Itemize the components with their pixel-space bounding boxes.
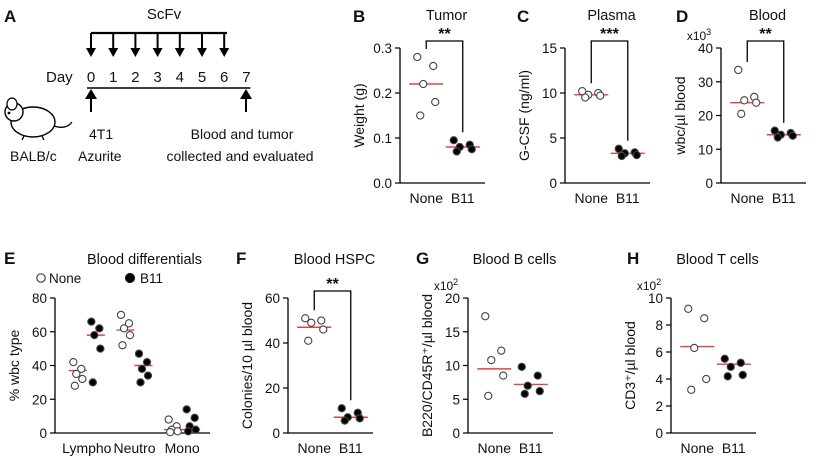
data-point <box>633 152 640 159</box>
y-tick-label: 60 <box>31 324 47 340</box>
endpoint-label-line2: collected and evaluated <box>166 148 314 164</box>
data-point <box>71 382 78 389</box>
dose-arrowhead <box>86 48 96 57</box>
data-point <box>450 137 457 144</box>
data-point <box>70 359 77 366</box>
panel-letter-a: A <box>4 7 17 26</box>
y-tick-label: 10 <box>444 358 460 374</box>
data-point <box>741 97 748 104</box>
y-multiplier-exponent: 3 <box>706 27 712 37</box>
data-point <box>685 305 692 312</box>
data-point <box>91 332 98 339</box>
y-tick-label: 40 <box>264 336 280 351</box>
dose-arrowhead <box>130 48 140 57</box>
data-point <box>73 370 80 377</box>
x-tick-label: None <box>297 440 331 456</box>
data-point <box>521 390 528 397</box>
endpoint-arrowhead <box>240 89 252 99</box>
y-tick-label: 15 <box>541 41 557 56</box>
data-point <box>96 325 103 332</box>
data-point <box>144 372 151 379</box>
y-axis-label: G-CSF (ng/ml) <box>516 70 532 161</box>
data-point <box>597 92 604 99</box>
data-point <box>724 373 731 380</box>
data-point <box>120 325 127 332</box>
data-point <box>135 350 142 357</box>
data-point <box>414 53 421 60</box>
data-point <box>308 319 315 326</box>
panel-h <box>622 249 759 456</box>
data-point <box>524 382 531 389</box>
data-point <box>430 62 437 69</box>
legend-label-none: None <box>49 271 82 286</box>
chart-title: Blood B cells <box>472 252 557 268</box>
data-point <box>417 112 424 119</box>
y-tick-label: 40 <box>31 358 47 374</box>
y-tick-label: 80 <box>31 291 47 306</box>
data-point <box>89 379 96 386</box>
data-point <box>137 379 144 386</box>
x-tick-label: B11 <box>338 440 363 456</box>
data-point <box>143 359 150 366</box>
data-point <box>735 66 742 73</box>
dose-arrowhead <box>108 48 118 57</box>
data-point <box>582 94 589 101</box>
y-multiplier-exponent: 2 <box>453 277 459 287</box>
y-tick-label: 8 <box>655 318 663 333</box>
data-point <box>721 355 728 362</box>
significance-stars: ** <box>759 26 772 43</box>
data-point <box>701 315 708 322</box>
y-tick-label: 0.3 <box>373 41 392 56</box>
data-point <box>534 372 541 379</box>
mouse-icon <box>5 98 72 140</box>
legend-label-b11: B11 <box>140 271 164 286</box>
y-tick-label: 2 <box>655 399 663 414</box>
treatment-label: ScFv <box>146 6 182 23</box>
chart-title: Blood HSPC <box>293 252 376 268</box>
y-tick-label: 20 <box>444 291 460 306</box>
data-point <box>320 326 327 333</box>
data-point <box>498 347 505 354</box>
data-point <box>167 429 174 436</box>
panel-letter: C <box>517 7 530 26</box>
day-label: Day <box>46 69 73 86</box>
y-tick-label: 30 <box>697 74 713 90</box>
data-point <box>117 311 124 318</box>
data-point <box>79 375 86 382</box>
data-point <box>138 365 145 372</box>
x-tick-label: Neutro <box>113 440 156 456</box>
data-point <box>739 371 746 378</box>
y-tick-label: 0.2 <box>373 86 392 101</box>
y-axis-label: Weight (g) <box>351 83 367 148</box>
data-point <box>341 417 348 424</box>
data-point <box>774 134 781 141</box>
significance-stars: ** <box>438 26 451 43</box>
data-point <box>688 386 695 393</box>
y-tick-label: 0 <box>655 426 663 441</box>
significance-bracket <box>426 41 463 132</box>
y-tick-label: 6 <box>655 345 663 360</box>
y-axis-label: wbc/µl blood <box>672 76 688 155</box>
y-tick-label: 40 <box>697 41 713 56</box>
data-point <box>738 110 745 117</box>
x-tick-label: None <box>574 190 608 206</box>
y-tick-label: 20 <box>264 381 280 396</box>
y-axis-label: B220/CD45R⁺/µl blood <box>419 293 435 438</box>
panel-letter: B <box>353 7 366 26</box>
x-tick-label: Lympho <box>62 440 112 456</box>
chart-title: Blood differentials <box>86 252 203 268</box>
y-tick-label: 0 <box>272 426 280 441</box>
endpoint-label-line1: Blood and tumor <box>190 126 294 142</box>
significance-bracket <box>747 41 784 123</box>
data-point <box>468 146 475 153</box>
data-point <box>318 317 325 324</box>
day-tick-label: 3 <box>153 69 162 86</box>
legend <box>37 271 163 286</box>
data-point <box>727 363 734 370</box>
day-tick-label: 6 <box>220 69 229 86</box>
legend-marker-none <box>37 274 45 282</box>
mouse-strain-label: BALB/c <box>10 148 57 164</box>
data-point <box>453 148 460 155</box>
chart-title: Plasma <box>587 8 636 24</box>
x-tick-label: B11 <box>721 440 746 456</box>
data-point <box>126 332 133 339</box>
y-tick-label: 0 <box>549 176 557 191</box>
injection-arrowhead <box>85 89 97 99</box>
chart-title: Tumor <box>425 8 468 24</box>
y-multiplier-exponent: 2 <box>656 277 662 287</box>
panel-c <box>516 7 650 206</box>
dose-arrowhead <box>175 48 185 57</box>
data-point <box>536 388 543 395</box>
data-point <box>420 80 427 87</box>
data-point <box>737 359 744 366</box>
x-tick-label: None <box>730 190 764 206</box>
injection-label-line2: Azurite <box>78 148 122 164</box>
data-point <box>432 98 439 105</box>
day-tick-label: 7 <box>242 69 251 86</box>
y-tick-label: 60 <box>264 291 280 306</box>
dose-arrowhead <box>219 48 229 57</box>
y-tick-label: 10 <box>697 142 713 158</box>
x-tick-label: None <box>409 190 443 206</box>
data-point <box>88 318 95 325</box>
data-point <box>183 406 190 413</box>
y-tick-label: 0 <box>705 176 713 191</box>
y-tick-label: 0 <box>452 426 460 441</box>
data-point <box>191 414 198 421</box>
x-tick-label: None <box>680 440 714 456</box>
dose-arrowhead <box>197 48 207 57</box>
data-point <box>618 152 625 159</box>
data-point <box>97 345 104 352</box>
data-point <box>518 363 525 370</box>
data-point <box>485 392 492 399</box>
data-point <box>500 372 507 379</box>
scatter-panels <box>4 7 806 456</box>
panel-a-timeline <box>4 6 314 164</box>
y-tick-label: 10 <box>647 291 663 306</box>
y-tick-label: 10 <box>541 86 557 101</box>
y-tick-label: 0 <box>39 426 47 441</box>
panel-f <box>236 249 375 456</box>
y-tick-label: 5 <box>549 131 557 146</box>
data-point <box>192 426 199 433</box>
data-point <box>165 416 172 423</box>
data-point <box>789 132 796 139</box>
day-tick-label: 1 <box>109 69 118 86</box>
y-tick-label: 20 <box>697 108 713 124</box>
significance-stars: *** <box>600 26 619 43</box>
y-tick-label: 20 <box>31 392 47 408</box>
y-multiplier: $x10^3$ <box>686 27 712 43</box>
y-axis-label: CD3⁺/µl blood <box>622 321 638 410</box>
panel-e <box>4 249 210 456</box>
y-tick-label: 4 <box>655 372 663 387</box>
injection-label-line1: 4T1 <box>89 126 114 142</box>
data-point <box>305 337 312 344</box>
significance-stars: ** <box>326 276 339 293</box>
data-point <box>753 99 760 106</box>
day-tick-label: 5 <box>197 69 207 86</box>
panel-letter: G <box>416 249 430 268</box>
data-point <box>185 428 192 435</box>
y-multiplier: $x10^2$ <box>433 277 459 293</box>
data-point <box>119 342 126 349</box>
data-point <box>338 405 345 412</box>
panel-letter: F <box>236 249 247 268</box>
day-tick-label: 4 <box>175 69 184 86</box>
x-tick-label: B11 <box>450 190 475 206</box>
x-tick-label: B11 <box>771 190 796 206</box>
y-multiplier: $x10^2$ <box>636 277 662 293</box>
data-point <box>691 344 698 351</box>
y-tick-label: 15 <box>444 324 460 340</box>
legend-marker-b11 <box>126 274 135 283</box>
y-axis-label: Colonies/10 µl blood <box>239 301 255 430</box>
y-axis-label: % wbc type <box>6 329 22 402</box>
panel-d <box>672 7 806 206</box>
panel-letter: D <box>676 7 689 26</box>
significance-bracket <box>314 291 351 400</box>
x-tick-label: B11 <box>615 190 640 206</box>
y-tick-label: 5 <box>452 392 460 408</box>
y-tick-label: 0.0 <box>373 176 392 191</box>
chart-title: Blood T cells <box>676 252 759 268</box>
day-tick-label: 0 <box>86 69 96 86</box>
panel-letter: E <box>4 249 16 268</box>
chart-title: Blood <box>748 8 787 24</box>
data-point <box>356 415 363 422</box>
x-tick-label: B11 <box>518 440 543 456</box>
panel-g <box>416 249 556 456</box>
y-tick-label: 0.1 <box>373 131 392 146</box>
data-point <box>174 428 181 435</box>
x-tick-label: None <box>477 440 511 456</box>
panel-b <box>351 7 485 206</box>
x-tick-label: Mono <box>164 440 200 456</box>
day-tick-label: 2 <box>131 69 140 86</box>
data-point <box>703 375 710 382</box>
data-point <box>488 357 495 364</box>
data-point <box>482 313 489 320</box>
dose-arrowhead <box>153 48 163 57</box>
panel-letter: H <box>627 249 640 268</box>
